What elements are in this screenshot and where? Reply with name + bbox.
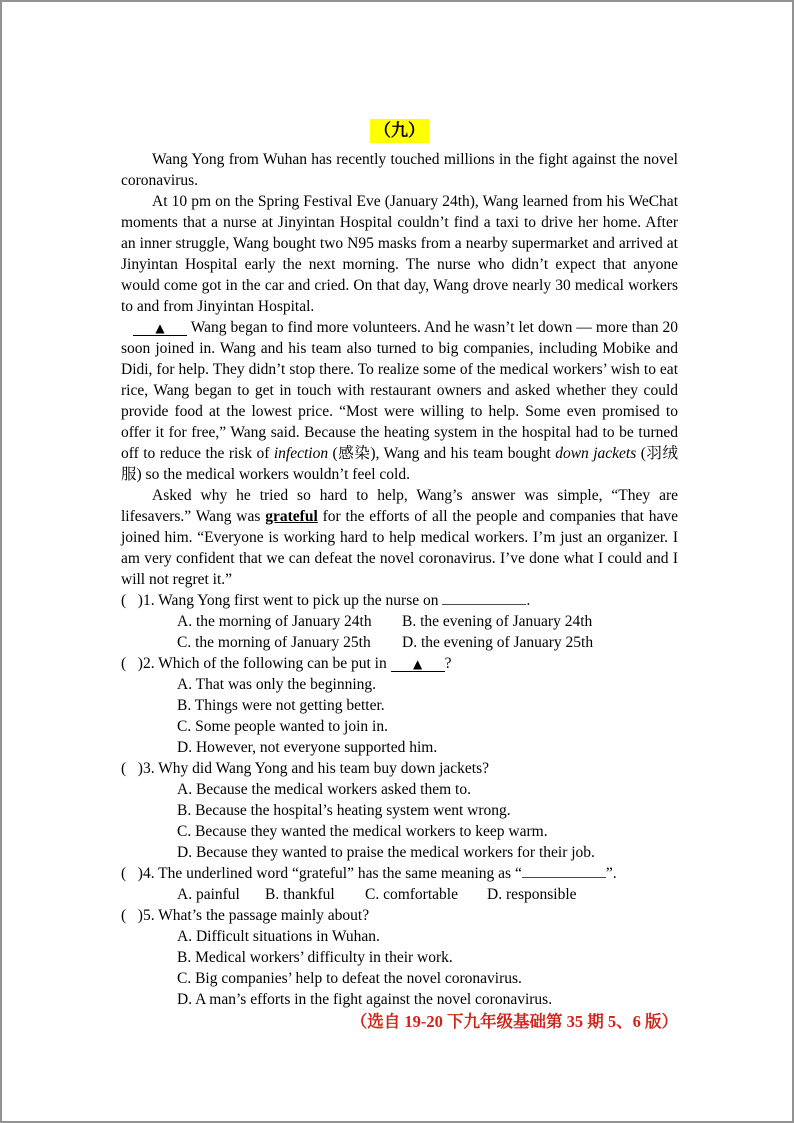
reading-passage [121, 149, 678, 590]
question-stem [121, 863, 678, 884]
text-segment: (感染), Wang and his team bought [328, 445, 556, 462]
option: D. However, not everyone supported him. [177, 739, 438, 756]
option: C. Some people wanted to join in. [177, 718, 388, 735]
option: B. Medical workers’ difficulty in their work. [177, 949, 453, 966]
page-content [121, 119, 678, 1033]
text-segment: Why did Wang Yong and his team buy down jackets? [158, 760, 489, 777]
option: B. thankful [265, 886, 335, 903]
text-segment: Wang Yong from Wuhan has recently touched millions in the fight against the novel coronavirus. [121, 151, 678, 189]
question [121, 758, 678, 863]
option: D. A man’s efforts in the fight against the novel coronavirus. [177, 991, 553, 1008]
option: B. Things were not getting better. [177, 697, 385, 714]
text-segment: Which of the following can be put in [158, 655, 391, 672]
option: A. That was only the beginning. [177, 676, 377, 693]
option: A. Because the medical workers asked them to. [177, 781, 471, 798]
option: B. the evening of January 24th [402, 613, 593, 630]
answer-bracket: ( )4. [121, 865, 159, 882]
text-segment: The underlined word “grateful” has the same meaning as “ [158, 865, 522, 882]
page-title: （九） [370, 119, 429, 143]
text-segment: Wang Yong first went to pick up the nurse on [158, 592, 443, 609]
options [177, 674, 678, 758]
paragraph [121, 191, 678, 317]
option: C. Big companies’ help to defeat the novel coronavirus. [177, 970, 522, 987]
answer-bracket: ( )1. [121, 592, 159, 609]
option: A. the morning of January 24th [177, 613, 372, 630]
text-segment: At 10 pm on the Spring Festival Eve (January 24th), Wang learned from his WeChat moments that a nurse at Jinyintan Hospital couldn’t find a taxi to drive her home. After an inner struggle, Wang bought two N95 masks from a nearby supermarket and arrived at Jinyintan Hospital early the next morning. The nurse who didn’t expect that anyone would come got in the car and cried. On that day, Wang drove nearly 30 medical workers to and from Jinyintan Hospital. [121, 193, 678, 315]
answer-blank [522, 864, 606, 878]
options [177, 611, 678, 653]
triangle-blank: ▲ [133, 321, 187, 336]
question [121, 863, 678, 905]
text-segment: (羽绒服) so the medical workers wouldn’t feel cold. [121, 445, 678, 483]
option: D. the evening of January 25th [402, 634, 594, 651]
triangle-blank: ▲ [391, 657, 445, 672]
answer-bracket: ( )5. [121, 907, 159, 924]
source-note: （选自 19-20 下九年级基础第 35 期 5、6 版） [350, 1012, 678, 1031]
italic-term: down jackets [555, 445, 637, 462]
option: C. Because they wanted the medical workers to keep warm. [177, 823, 548, 840]
paragraph [121, 149, 678, 191]
option: B. Because the hospital’s heating system went wrong. [177, 802, 511, 819]
answer-bracket: ( )3. [121, 760, 159, 777]
question [121, 590, 678, 653]
text-segment: for the efforts of all the people and companies that have joined him. “Everyone is working hard to help medical workers. I’m just an organizer. I am very confident that we can defeat the novel coronavirus. I’ve done what I could and I will not regret it.” [121, 508, 678, 588]
title-row [121, 119, 678, 143]
underlined-word: grateful [265, 508, 318, 525]
text-segment: . [526, 592, 531, 609]
text-segment: ? [444, 655, 452, 672]
option: A. painful [177, 886, 240, 903]
option: C. the morning of January 25th [177, 634, 371, 651]
answer-bracket: ( )2. [121, 655, 159, 672]
options [177, 779, 678, 863]
text-segment: ”. [605, 865, 617, 882]
answer-blank [442, 591, 526, 605]
option: C. comfortable [365, 886, 458, 903]
question-stem [121, 653, 678, 674]
paragraph [121, 485, 678, 590]
text-segment: Wang began to find more volunteers. And he wasn’t let down — more than 20 soon joined in. Wang and his team also turned to big companies, including Mobike and Didi, for help. They didn’t stop there. To realize some of the medical workers’ wish to eat rice, Wang began to get in touch with restaurant owners and asked whether they could provide food at the lowest price. “Most were willing to help. Some even promised to offer it for free,” Wang said. Because the heating system in the hospital had to be turned off to reduce the risk of [121, 319, 678, 462]
options [177, 884, 678, 905]
text-segment: What’s the passage mainly about? [158, 907, 370, 924]
question [121, 905, 678, 1010]
question [121, 653, 678, 758]
question-stem [121, 905, 678, 926]
questions-section [121, 590, 678, 1010]
options [177, 926, 678, 1010]
paragraph [121, 317, 678, 485]
text-segment: Asked why he tried so hard to help, Wang’s answer was simple, “They are lifesavers.” Wang was [121, 487, 678, 525]
italic-term: infection [273, 445, 329, 462]
option: A. Difficult situations in Wuhan. [177, 928, 380, 945]
question-stem [121, 758, 678, 779]
option: D. responsible [487, 886, 577, 903]
question-stem [121, 590, 678, 611]
option: D. Because they wanted to praise the medical workers for their job. [177, 844, 595, 861]
